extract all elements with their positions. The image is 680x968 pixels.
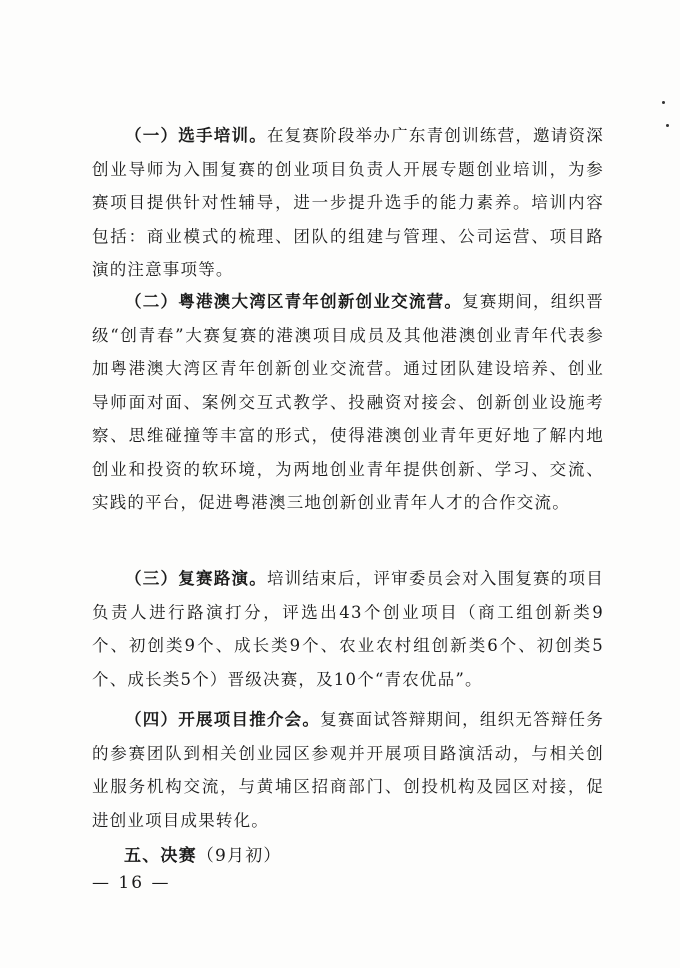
paragraph-exchange-camp xyxy=(92,285,604,520)
paragraph-body: 复赛期间，组织晋级“创青春”大赛复赛的港澳项目成员及其他港澳创业青年代表参加粤港澳大湾区青年创新创业交流营。通过团队建设培养、创业导师面对面、案例交互式教学、投融资对接会、创新创业设施考察、思维碰撞等丰富的形式，使得港澳创业青年更好地了解内地创业和投资的软环境，为两地创业青年提供创新、学习、交流、实践的平台，促进粤港澳三地创新创业青年人才的合作交流。 xyxy=(92,292,604,512)
section-title: 五、决赛 xyxy=(124,846,197,866)
scan-speck xyxy=(666,124,669,127)
paragraph-training xyxy=(92,119,604,287)
paragraph-heading: （三）复赛路演。 xyxy=(125,569,267,588)
section-subtitle: （9月初） xyxy=(196,846,282,866)
paragraph-heading: （二）粤港澳大湾区青年创新创业交流营。 xyxy=(125,292,463,311)
page-number: — 16 — xyxy=(92,873,171,893)
section-heading-finals xyxy=(124,841,282,871)
paragraph-roadshow xyxy=(92,562,604,696)
paragraph-body: 在复赛阶段举办广东青创训练营，邀请资深创业导师为入围复赛的创业项目负责人开展专题创业培训，为参赛项目提供针对性辅导，进一步提升选手的能力素养。培训内容包括：商业模式的梳理、团队的组建与管理、公司运营、项目路演的注意事项等。 xyxy=(92,126,604,279)
paragraph-body: 复赛面试答辩期间，组织无答辩任务的参赛团队到相关创业园区参观并开展项目路演活动，与相关创业服务机构交流，与黄埔区招商部门、创投机构及园区对接，促进创业项目成果转化。 xyxy=(92,710,605,830)
paragraph-promotion xyxy=(92,703,604,837)
paragraph-heading: （一）选手培训。 xyxy=(125,126,267,145)
paragraph-body: 培训结束后，评审委员会对入围复赛的项目负责人进行路演打分，评选出43个创业项目（商工组创新类9个、初创类9个、成长类9个、农业农村组创新类6个、初创类5个、成长类5个）晋级决赛，及10个“青农优品”。 xyxy=(92,569,604,689)
scan-speck xyxy=(662,101,665,104)
paragraph-heading: （四）开展项目推介会。 xyxy=(125,710,321,729)
